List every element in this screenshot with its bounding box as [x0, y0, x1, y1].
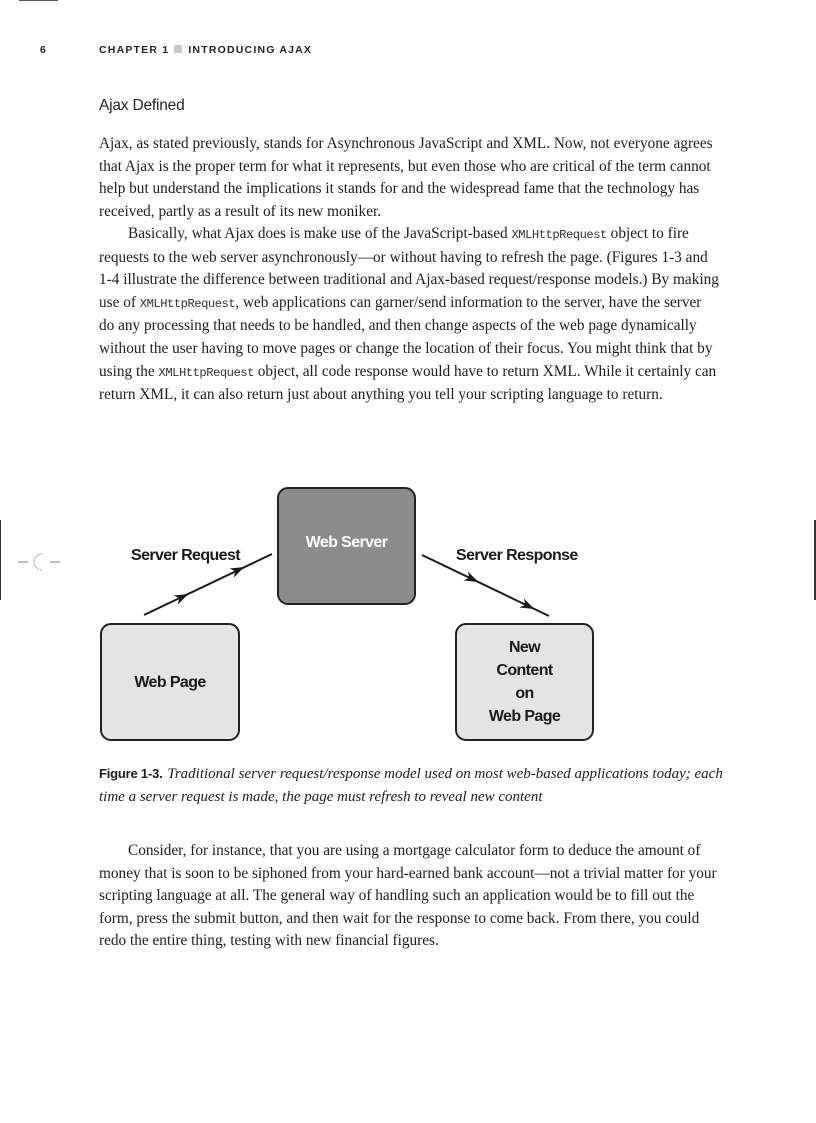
- code-xmlhttprequest: XMLHttpRequest: [139, 296, 236, 311]
- code-xmlhttprequest: XMLHttpRequest: [511, 228, 607, 242]
- text-run: object, all code response would have to return XML. While it certainly can return XML, it can also return just about anything you tell your scripting language to return.: [99, 362, 717, 404]
- crop-mark-left: [0, 520, 1, 600]
- paragraph-3: [99, 840, 719, 953]
- running-header: [40, 44, 776, 60]
- page-number: 6: [40, 44, 48, 56]
- web-page-node: [100, 623, 240, 741]
- crop-mark-top: [19, 0, 58, 1]
- node-label: Web Page: [134, 673, 206, 691]
- caption-text: Traditional server request/response model used on most web-based applications today; each time a server request is made, the page must refresh to reveal new content: [99, 766, 723, 805]
- server-request-label: Server Request: [131, 547, 240, 564]
- section-title: Ajax Defined: [99, 97, 185, 114]
- figure-1-3-diagram: [90, 480, 610, 750]
- chapter-title: INTRODUCING AJAX: [188, 44, 313, 56]
- caption-label: Figure 1-3.: [99, 766, 163, 781]
- text-run: object to fire requests to the web server asynchronously—or without having to refresh the page. (Figures 1-3 and 1-4 illustrate the difference between traditional and Ajax-based request/response models.) By making use of: [99, 225, 719, 311]
- code-xmlhttprequest: XMLHttpRequest: [158, 365, 254, 380]
- paragraph-2: [99, 223, 719, 407]
- figure-caption: [99, 762, 729, 808]
- paragraph-text: Consider, for instance, that you are using a mortgage calculator form to deduce the amount of money that is soon to be siphoned from your hard-earned bank account—not a trivial matter for your scripting language at all. The general way of handling such an application would be to fill out the form, press the submit button, and then wait for the response to come back. From there, you could redo the entire thing, testing with new financial figures.: [99, 842, 717, 950]
- chapter-number: CHAPTER 1: [99, 44, 170, 56]
- paragraph-1: [99, 133, 719, 223]
- new-content-node: [455, 623, 594, 741]
- node-label-line: Web Page: [488, 708, 561, 725]
- node-label: Web Server: [305, 534, 388, 551]
- registration-mark-icon: [18, 548, 60, 576]
- text-run: Basically, what Ajax does is make use of the JavaScript-based: [128, 225, 512, 242]
- text-run: , web applications can garner/send information to the server, have the server do any processing that needs to be handled, and then change aspects of the web page dynamically without the user having to move pages or change the location of their focus. You might think that by using the: [99, 293, 713, 380]
- paragraph-text: Ajax, as stated previously, stands for Asynchronous JavaScript and XML. Now, not everyone agrees that Ajax is the proper term for what it represents, but even those who are critical of the term cannot help but understand the implications it stands for and the widespread fame that the technology has received, partly as a result of its new moniker.: [99, 135, 713, 220]
- gray-square-icon: [174, 45, 182, 53]
- node-label-line: Content: [496, 662, 553, 679]
- node-label-line: New: [508, 639, 541, 656]
- server-response-label: Server Response: [456, 547, 578, 564]
- node-label-line: on: [515, 685, 534, 702]
- chapter-heading: [99, 44, 312, 56]
- web-server-node: [277, 487, 416, 605]
- paragraph-text: [99, 223, 719, 407]
